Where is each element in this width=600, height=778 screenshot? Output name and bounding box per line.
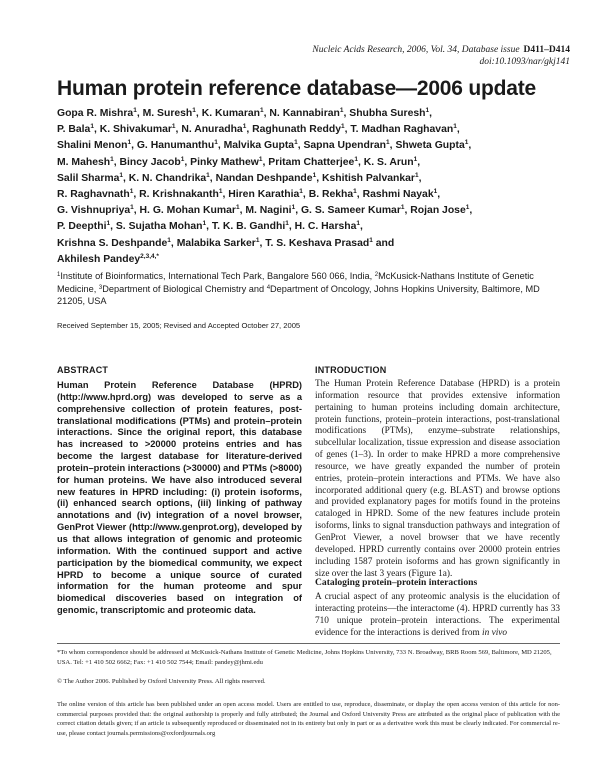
author-name: Rojan Jose bbox=[410, 205, 466, 217]
author-affiliation-marker: 1 bbox=[414, 171, 419, 179]
author bbox=[57, 157, 114, 168]
author-name: Malabika Sarker bbox=[176, 237, 256, 249]
article-title: Human protein reference database—2006 update bbox=[57, 77, 537, 100]
author-name: Gopa R. Mishra bbox=[57, 108, 134, 119]
author-name: P. Deepthi bbox=[57, 221, 107, 233]
author bbox=[120, 157, 185, 168]
author-affiliation-marker: 1 bbox=[129, 188, 134, 196]
author bbox=[349, 108, 429, 119]
author-name: N. Kannabiran bbox=[269, 108, 340, 119]
author-name: T. K. B. Gandhi bbox=[211, 221, 286, 233]
author-name: K. S. Arun bbox=[363, 156, 414, 168]
author-affiliation-marker: 1 bbox=[453, 123, 457, 131]
author-affiliation-marker: 1 bbox=[312, 171, 317, 179]
cataloging-text-main: A crucial aspect of any proteomic analysis is the elucidation of interacting proteins—the interactome (4). HPRD currently has 33 710 unique protein–protein interactions. The experimental evidence for the interactions is derived from bbox=[315, 592, 560, 638]
author-name: Shubha Suresh bbox=[349, 108, 426, 119]
page-range: D411–D414 bbox=[523, 45, 570, 55]
journal-citation-line bbox=[312, 44, 570, 56]
author-name: M. Suresh bbox=[142, 108, 193, 119]
author-name: R. Raghavnath bbox=[57, 189, 130, 201]
author-affiliation-marker: 2,3,4,* bbox=[140, 252, 159, 260]
author-affiliation-marker: 1 bbox=[242, 123, 247, 131]
author bbox=[116, 221, 206, 232]
author-name: Rashmi Nayak bbox=[362, 189, 434, 201]
author-affiliation-marker: 1 bbox=[400, 204, 405, 212]
author-name: R. Krishnakanth bbox=[139, 189, 219, 201]
author-affiliation-marker: 1 bbox=[425, 107, 430, 114]
affiliation-4: Department of Oncology, Johns Hopkins University, Baltimore, MD 21205, USA bbox=[57, 283, 540, 306]
author-name: Salil Sharma bbox=[57, 172, 120, 184]
author-name: Malvika Gupta bbox=[223, 140, 295, 152]
author bbox=[181, 124, 246, 135]
author-name: B. Rekha bbox=[308, 189, 354, 201]
author-affiliation-marker: 1 bbox=[341, 123, 345, 131]
author-name: M. Nagini bbox=[245, 205, 292, 217]
author bbox=[224, 140, 298, 151]
author-name: Akhilesh Pandey bbox=[57, 253, 141, 265]
author bbox=[309, 189, 357, 200]
author-affiliation-marker: 1 bbox=[354, 155, 358, 163]
footnote-divider bbox=[57, 643, 560, 644]
author-list: Gopa R. Mishra$^1$, M. Suresh$^1$, K. Kumaran$^1$, N. Kannabiran$^1$, Shubha Suresh$^1$, P. Bala$^1$, K. Shivakumar$^1$, N. Anuradha$^1$, Raghunath Reddy$^1$, T. Madhan Raghavan$^1$, Shalini Menon$^1$, G. Hanumanthu$^1$, Malvika Gupta$^1$, Sapna Upendran$^1$, Shweta Gupta$^1$, M. Mahesh$^1$, Bincy Jacob$^1$, Pinky Mathew$^1$, Pritam Chatterjee$^1$, K. S. Arun$^1$, Salil Sharma$^1$, K. N. Chandrika$^1$, Nandan Deshpande$^1$, Kshitish Palvankar$^1$, R. Raghavnath$^1$, R. Krishnakanth$^1$, Hiren Karathia$^1$, B. Rekha$^1$, Rashmi Nayak$^1$, G. Vishnupriya$^1$, H. G. Mohan Kumar$^1$, M. Nagini$^1$, G. S. Sameer Kumar$^1$, Rojan Jose$^1$, P. Deepthi$^1$, S. Sujatha Mohan$^1$, T. K. B. Gandhi$^1$, H. C. Harsha$^1$, Krishna S. Deshpande$^1$, Malabika Sarker$^1$, T. S. Keshava Prasad$^1$ and Akhilesh Pandey$^{2,3,4,*}$ bbox=[57, 107, 473, 265]
author bbox=[177, 238, 260, 249]
author-affiliation-marker: 1 bbox=[386, 139, 390, 147]
affiliation-marker: 1 bbox=[57, 272, 61, 278]
author-name: N. Anuradha bbox=[181, 124, 243, 136]
affiliation-marker: 3 bbox=[98, 284, 103, 291]
author-affiliation-marker: 1 bbox=[260, 107, 264, 114]
author bbox=[216, 173, 317, 184]
author-name: Nandan Deshpande bbox=[215, 172, 313, 184]
author-conjunction: and bbox=[375, 237, 395, 249]
author-affiliation-marker: 1 bbox=[339, 107, 344, 114]
copyright-notice: © The Author 2006. Published by Oxford University Press. All rights reserved. bbox=[57, 678, 266, 685]
author-affiliation-marker: 1 bbox=[285, 220, 289, 228]
author-name: Sapna Upendran bbox=[303, 140, 387, 152]
author bbox=[143, 108, 196, 119]
author-affiliation-marker: 1 bbox=[202, 220, 207, 228]
author-name: Krishna S. Deshpande bbox=[57, 237, 168, 249]
author-affiliation-marker: 1 bbox=[255, 236, 260, 244]
journal-header bbox=[312, 44, 570, 68]
license-notice: The online version of this article has been published under an open access model. Users are entitled to use, reproduce, disseminate, or display the open access version of this article for non-commercial purposes provided that: the original authorship is properly and fully attributed; the Journal and Oxford University Press are attributed as the original place of publication with the correct citation details given; if an article is subsequently reproduced or disseminated not in its entirety but only in part or as a derivative work this must be clearly indicated. For commercial re-use, please contact journals.permissions@oxfordjournals.org bbox=[57, 701, 560, 737]
author bbox=[140, 205, 240, 216]
author bbox=[57, 254, 159, 265]
author bbox=[137, 140, 218, 151]
author bbox=[228, 189, 303, 200]
author-affiliation-marker: 1 bbox=[192, 107, 196, 114]
author-affiliation-marker: 1 bbox=[353, 188, 357, 196]
author bbox=[57, 173, 123, 184]
affiliation-1: Institute of Bioinformatics, International Tech Park, Bangalore 560 066, India, bbox=[60, 271, 373, 281]
author-affiliation-marker: 1 bbox=[291, 204, 296, 212]
author-name: M. Mahesh bbox=[57, 156, 111, 168]
author bbox=[303, 140, 389, 151]
author-affiliation-marker: 1 bbox=[465, 204, 470, 212]
author bbox=[252, 124, 345, 135]
author bbox=[100, 124, 176, 135]
author bbox=[295, 221, 360, 232]
cataloging-heading: Cataloging protein–protein interactions bbox=[315, 577, 478, 588]
author-affiliation-marker: 1 bbox=[235, 204, 240, 212]
introduction-heading: INTRODUCTION bbox=[315, 365, 387, 375]
author-affiliation-marker: 1 bbox=[299, 188, 303, 196]
author bbox=[57, 140, 131, 151]
author bbox=[57, 238, 171, 249]
author bbox=[395, 140, 468, 151]
author-name: K. Kumaran bbox=[201, 108, 261, 119]
doi: doi:10.1093/nar/gkj141 bbox=[479, 57, 570, 67]
author-name: Hiren Karathia bbox=[228, 189, 300, 201]
author-affiliation-marker: 1 bbox=[258, 155, 263, 163]
author-affiliation-marker: 1 bbox=[110, 155, 114, 163]
author-affiliation-marker: 1 bbox=[464, 139, 469, 147]
author bbox=[57, 189, 133, 200]
author-affiliation-marker: 1 bbox=[369, 236, 373, 244]
abstract-heading: ABSTRACT bbox=[57, 365, 109, 375]
affiliation-3: Department of Biological Chemistry and bbox=[102, 283, 265, 294]
author-affiliation-marker: 1 bbox=[106, 220, 111, 228]
author-affiliation-marker: 1 bbox=[130, 204, 134, 212]
author-name: Raghunath Reddy bbox=[252, 124, 342, 136]
author-name: Shweta Gupta bbox=[395, 140, 465, 152]
author-affiliation-marker: 1 bbox=[90, 123, 94, 131]
author bbox=[364, 157, 417, 168]
author-name: Bincy Jacob bbox=[119, 156, 181, 168]
author-affiliation-marker: 1 bbox=[119, 171, 123, 179]
author bbox=[269, 108, 343, 119]
correspondence-footnote: *To whom correspondence should be addressed at McKusick-Nathans Institute of Genetic Medicine, Johns Hopkins University, 733 N. Broadway, BRB Room 569, Baltimore, MD 21205, USA. Tel: +1 410 502 6662; Fax: +1 410 502 7544; Email: pandey@jhmi.edu bbox=[57, 649, 552, 666]
author bbox=[322, 173, 419, 184]
author-affiliation-marker: 1 bbox=[433, 188, 438, 196]
author-affiliation-marker: 1 bbox=[133, 107, 137, 114]
cataloging-text-italic: in vivo bbox=[482, 627, 508, 638]
author-affiliation-marker: 1 bbox=[356, 220, 361, 228]
author-affiliation-marker: 1 bbox=[413, 155, 418, 163]
author bbox=[129, 173, 210, 184]
author bbox=[212, 221, 289, 232]
author-affiliation-marker: 1 bbox=[127, 139, 132, 147]
received-dates: Received September 15, 2005; Revised and Accepted October 27, 2005 bbox=[57, 321, 301, 330]
author-name: K. Shivakumar bbox=[99, 124, 172, 136]
author-name: T. S. Keshava Prasad bbox=[265, 237, 370, 249]
abstract-text: Human Protein Reference Database (HPRD) (http://www.hprd.org) was developed to serve as a comprehensive collection of protein features, post-translational modifications (PTMs) and protein–protein interactions. Since the original report, this database has increased to >20000 proteins entries and has become the largest database for literature-derived protein–protein interactions (>30000) and PTMs (>8000) for human proteins. We have also introduced several new features in HPRD including: (i) protein isoforms, (ii) enhanced search options, (iii) linking of pathway annotations and (iv) integration of a novel browser, GenProt Viewer (http://www.genprot.org), developed by us that allows integration of genomic and proteomic information. With the continued support and active participation by the biomedical community, we expect HPRD to become a unique source of curated information for the human proteome and spur biomedical discoveries based on integration of genomic, transcriptomic and proteomic data. bbox=[57, 380, 302, 616]
author bbox=[363, 189, 438, 200]
author-affiliation-marker: 1 bbox=[167, 236, 171, 244]
author-name: T. Madhan Raghavan bbox=[350, 124, 454, 136]
author-affiliation-marker: 1 bbox=[180, 155, 185, 163]
author bbox=[265, 238, 373, 249]
author-affiliation-marker: 1 bbox=[218, 188, 223, 196]
author bbox=[57, 221, 110, 232]
author bbox=[139, 189, 222, 200]
author-name: H. G. Mohan Kumar bbox=[139, 205, 236, 217]
author-name: P. Bala bbox=[57, 124, 91, 136]
author-affiliation-marker: 1 bbox=[294, 139, 298, 147]
author-name: Kshitish Palvankar bbox=[321, 172, 415, 184]
author-name: G. Vishnupriya bbox=[57, 205, 131, 217]
author bbox=[245, 205, 295, 216]
affiliations bbox=[57, 270, 557, 308]
author bbox=[350, 124, 456, 135]
author-name: Pritam Chatterjee bbox=[268, 156, 355, 168]
affiliation-marker: 4 bbox=[266, 284, 271, 291]
author bbox=[57, 205, 134, 216]
introduction-text: The Human Protein Reference Database (HPRD) is a protein information resource that provides extensive information pertaining to human proteins including domain architecture, protein functions, protein–protein interactions, post-translational modifications (PTMs), enzyme–substrate relationships, subcellular localization, tissue expression and disease association of genes (1–3). In order to make HPRD a more comprehensive resource, we have greatly expanded the number of protein entries, protein–protein interactions and PTMs. We have also incorporated additional query (e.g. BLAST) and browse options and provided explanatory pages for motifs found in the proteins cataloged in HPRD. Some of the new features include protein isoforms, links to signal transduction pathways and integration of GenProt Viewer, a novel browser that we have recently developed. HPRD currently contains over 20000 protein entries including 1587 protein isoforms and has grown significantly in size over the last 3 years (Figure 1a). bbox=[315, 379, 560, 579]
author bbox=[202, 108, 264, 119]
author-name: G. S. Sameer Kumar bbox=[300, 205, 401, 217]
author-name: G. Hanumanthu bbox=[136, 140, 215, 152]
author bbox=[301, 205, 405, 216]
author-affiliation-marker: 1 bbox=[171, 123, 176, 131]
author-name: S. Sujatha Mohan bbox=[115, 221, 203, 233]
author bbox=[190, 157, 262, 168]
author-name: K. N. Chandrika bbox=[128, 172, 207, 184]
author bbox=[57, 124, 94, 135]
journal-citation: Nucleic Acids Research, 2006, Vol. 34, Database issue bbox=[312, 45, 520, 55]
author bbox=[57, 108, 137, 119]
author-name: Shalini Menon bbox=[57, 140, 128, 152]
affiliation-marker: 2 bbox=[374, 272, 379, 278]
affiliation-2: McKusick-Nathans Institute of Genetic Medicine, bbox=[57, 271, 534, 294]
cataloging-text bbox=[315, 592, 560, 639]
author-affiliation-marker: 1 bbox=[206, 171, 210, 179]
author bbox=[410, 205, 469, 216]
author-name: H. C. Harsha bbox=[294, 221, 357, 233]
author bbox=[268, 157, 358, 168]
author-name: Pinky Mathew bbox=[190, 156, 259, 168]
author-affiliation-marker: 1 bbox=[214, 139, 218, 147]
